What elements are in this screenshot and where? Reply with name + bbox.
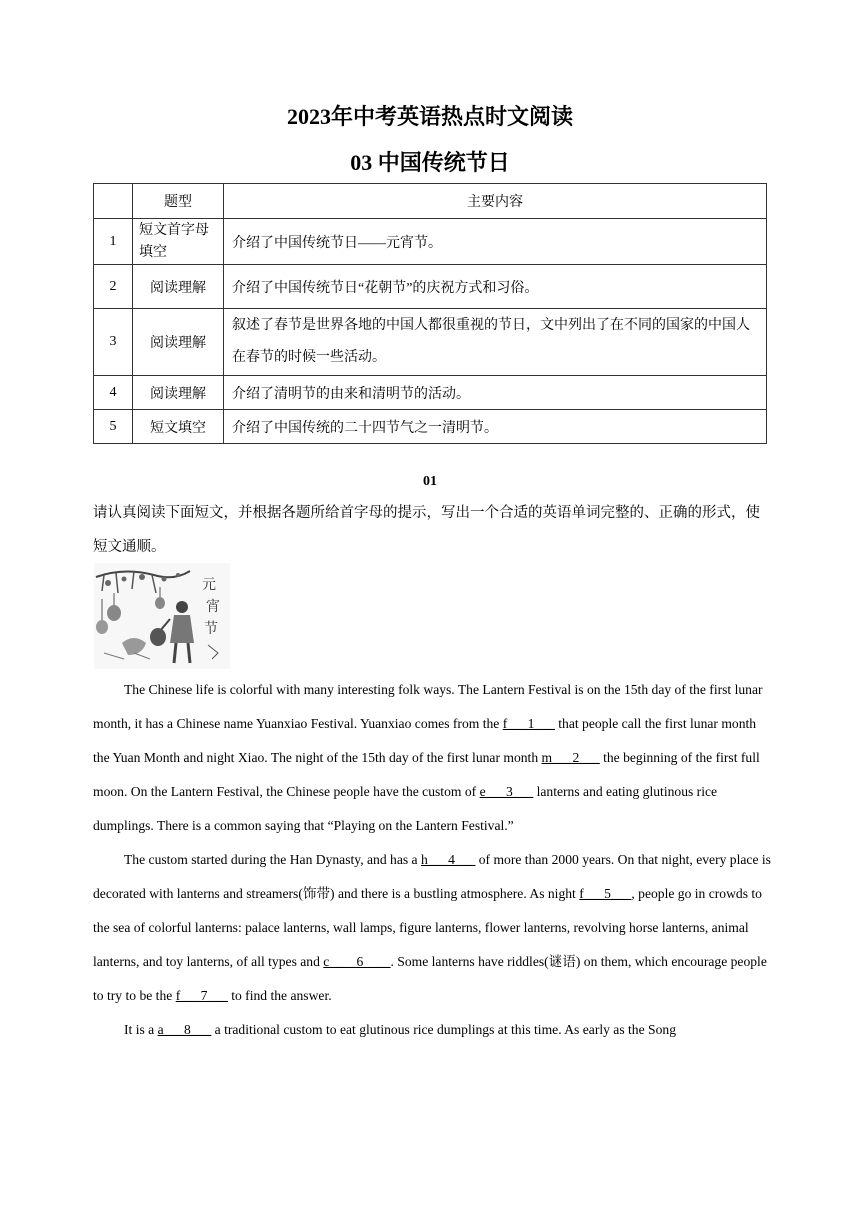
caption-char: 宵 (206, 599, 220, 615)
row-type: 短文首字母填空 (133, 219, 224, 265)
lantern-festival-illustration (94, 563, 230, 669)
reading-passage (93, 673, 773, 1047)
row-number: 3 (94, 309, 133, 376)
table-row (94, 219, 767, 265)
table-row (94, 309, 767, 376)
passage-text: . Some lanterns have riddles(谜语) on them, which encourage people to try to be the (93, 954, 767, 1003)
passage-text: It is a (124, 1022, 158, 1037)
table-row (94, 265, 767, 309)
passage-text: The custom started during the Han Dynasty, and has a (124, 852, 421, 867)
table-row (94, 376, 767, 410)
passage-text: , people go in crowds to the sea of colorful lanterns: palace lanterns, wall lamps, figure lanterns, flower lanterns, revolving horse lanterns, animal lanterns, and toy lanterns, of all types and (93, 886, 762, 969)
section-number: 01 (423, 474, 437, 489)
blank-6: c____6____ (323, 954, 391, 969)
row-type: 阅读理解 (133, 376, 224, 410)
table-header-cell: 题型 (133, 184, 224, 219)
caption-char: 元 (202, 577, 216, 593)
blank-3: e___3___ (479, 784, 534, 799)
blank-7: f___7___ (175, 988, 228, 1003)
passage-text: a traditional custom to eat glutinous rice dumplings at this time. As early as the Song (211, 1022, 676, 1037)
blank-1: f___1___ (502, 716, 555, 731)
row-number: 5 (94, 410, 133, 444)
summary-table (93, 183, 767, 444)
blank-5: f___5___ (579, 886, 632, 901)
passage-paragraph-3 (93, 1013, 773, 1047)
passage-text: of more than 2000 years. On that night, every place is decorated with lanterns and streamers(饰带) and there is a bustling atmosphere. As night (93, 852, 771, 901)
passage-paragraph-1 (93, 673, 773, 843)
passage-text: The Chinese life is colorful with many interesting folk ways. The Lantern Festival is on the 15th day of the first lunar month, it has a Chinese name Yuanxiao Festival. Yuanxiao comes from the (93, 682, 763, 731)
row-content: 叙述了春节是世界各地的中国人都很重视的节日，文中列出了在不同的国家的中国人在春节的时候一些活动。 (224, 309, 767, 376)
row-content: 介绍了中国传统节日“花朝节”的庆祝方式和习俗。 (224, 265, 767, 309)
passage-text: that people call the first lunar month the Yuan Month and night Xiao. The night of the 15th day of the first lunar month (93, 716, 757, 765)
row-content: 介绍了中国传统节日——元宵节。 (224, 219, 767, 265)
table-row (94, 410, 767, 444)
table-header-row (94, 184, 767, 219)
row-number: 2 (94, 265, 133, 309)
row-content: 介绍了中国传统的二十四节气之一清明节。 (224, 410, 767, 444)
blank-8: a___8___ (157, 1022, 212, 1037)
passage-text: to find the answer. (227, 988, 332, 1003)
row-content: 介绍了清明节的由来和清明节的活动。 (224, 376, 767, 410)
blank-2: m___2___ (541, 750, 600, 765)
blank-4: h___4___ (420, 852, 476, 867)
row-number: 1 (94, 219, 133, 265)
table-header-cell (94, 184, 133, 219)
passage-paragraph-2 (93, 843, 773, 1013)
passage-text: lanterns and eating glutinous rice dumplings. There is a common saying that “Playing on the Lantern Festival.” (93, 784, 718, 833)
instructions-text: 请认真阅读下面短文，并根据各题所给首字母的提示，写出一个合适的英语单词完整的、正确的形式，使短文通顺。 (93, 505, 760, 555)
row-type: 阅读理解 (133, 309, 224, 376)
page-title: 2023年中考英语热点时文阅读 (286, 104, 573, 129)
row-type: 阅读理解 (133, 265, 224, 309)
table-header-cell: 主要内容 (224, 184, 767, 219)
page-subtitle: 03 中国传统节日 (350, 150, 510, 175)
row-number: 4 (94, 376, 133, 410)
passage-text: the beginning of the first full moon. On the Lantern Festival, the Chinese people have the custom of (93, 750, 760, 799)
row-type: 短文填空 (133, 410, 224, 444)
caption-char: 节 (204, 621, 218, 637)
